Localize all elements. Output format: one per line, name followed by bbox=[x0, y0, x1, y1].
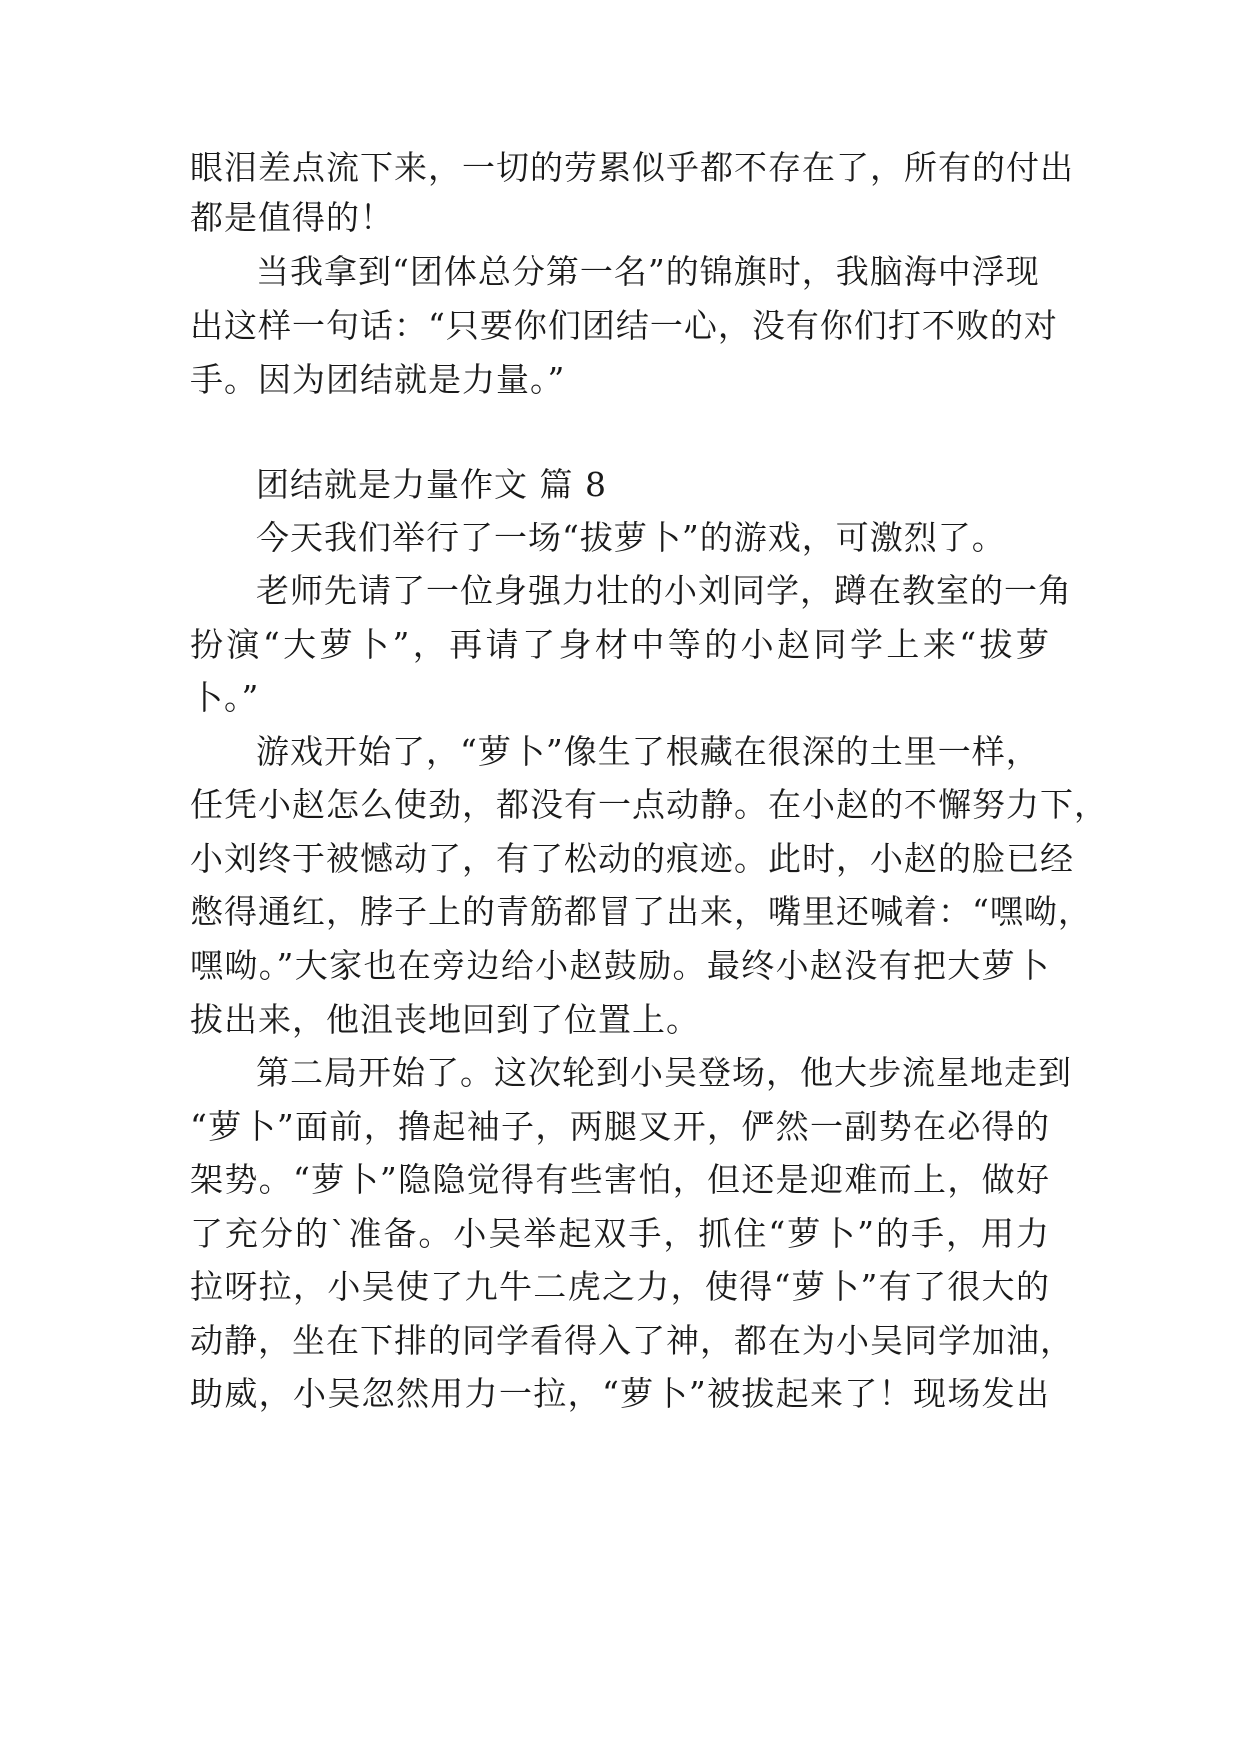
paragraph-line: 助威，小吴忽然用力一拉，“萝卜”被拔起来了！现场发出 bbox=[190, 1374, 1050, 1413]
paragraph-line: 架势。“萝卜”隐隐觉得有些害怕，但还是迎难而上，做好 bbox=[190, 1160, 1050, 1199]
paragraph-line: “萝卜”面前，撸起袖子，两腿叉开，俨然一副势在必得的 bbox=[190, 1107, 1050, 1146]
paragraph-line: 眼泪差点流下来，一切的劳累似乎都不存在了，所有的付出 bbox=[190, 148, 1074, 187]
paragraph-line: 动静，坐在下排的同学看得入了神，都在为小吴同学加油， bbox=[190, 1321, 1074, 1360]
paragraph-line: 了充分的`准备。小吴举起双手，抓住“萝卜”的手，用力 bbox=[190, 1214, 1050, 1253]
paragraph-line: 拔出来，他沮丧地回到了位置上。 bbox=[190, 1000, 700, 1039]
paragraph-line: 当我拿到“团体总分第一名”的锦旗时，我脑海中浮现 bbox=[256, 252, 1040, 291]
paragraph-line: 今天我们举行了一场“拔萝卜”的游戏，可激烈了。 bbox=[256, 518, 1006, 557]
paragraph-line: 卜。” bbox=[190, 678, 260, 717]
section-heading: 团结就是力量作文 篇 8 bbox=[256, 465, 607, 504]
paragraph-line: 拉呀拉，小吴使了九牛二虎之力，使得“萝卜”有了很大的 bbox=[190, 1267, 1050, 1306]
paragraph-line: 都是值得的！ bbox=[190, 198, 394, 237]
paragraph-line: 扮演“大萝卜”，再请了身材中等的小赵同学上来“拔萝 bbox=[190, 625, 1050, 664]
paragraph-line: 第二局开始了。这次轮到小吴登场，他大步流星地走到 bbox=[256, 1053, 1072, 1092]
paragraph-line: 任凭小赵怎么使劲，都没有一点动静。在小赵的不懈努力下， bbox=[190, 785, 1108, 824]
paragraph-line: 嘿呦。”大家也在旁边给小赵鼓励。最终小赵没有把大萝卜 bbox=[190, 946, 1050, 985]
paragraph-line: 小刘终于被憾动了，有了松动的痕迹。此时，小赵的脸已经 bbox=[190, 839, 1074, 878]
paragraph-line: 手。因为团结就是力量。” bbox=[190, 360, 566, 399]
paragraph-line: 出这样一句话：“只要你们团结一心，没有你们打不败的对 bbox=[190, 306, 1058, 345]
paragraph-line: 游戏开始了，“萝卜”像生了根藏在很深的土里一样， bbox=[256, 732, 1040, 771]
paragraph-line: 老师先请了一位身强力壮的小刘同学，蹲在教室的一角 bbox=[256, 571, 1072, 610]
paragraph-line: 憋得通红，脖子上的青筋都冒了出来，嘴里还喊着：“嘿呦， bbox=[190, 892, 1092, 931]
